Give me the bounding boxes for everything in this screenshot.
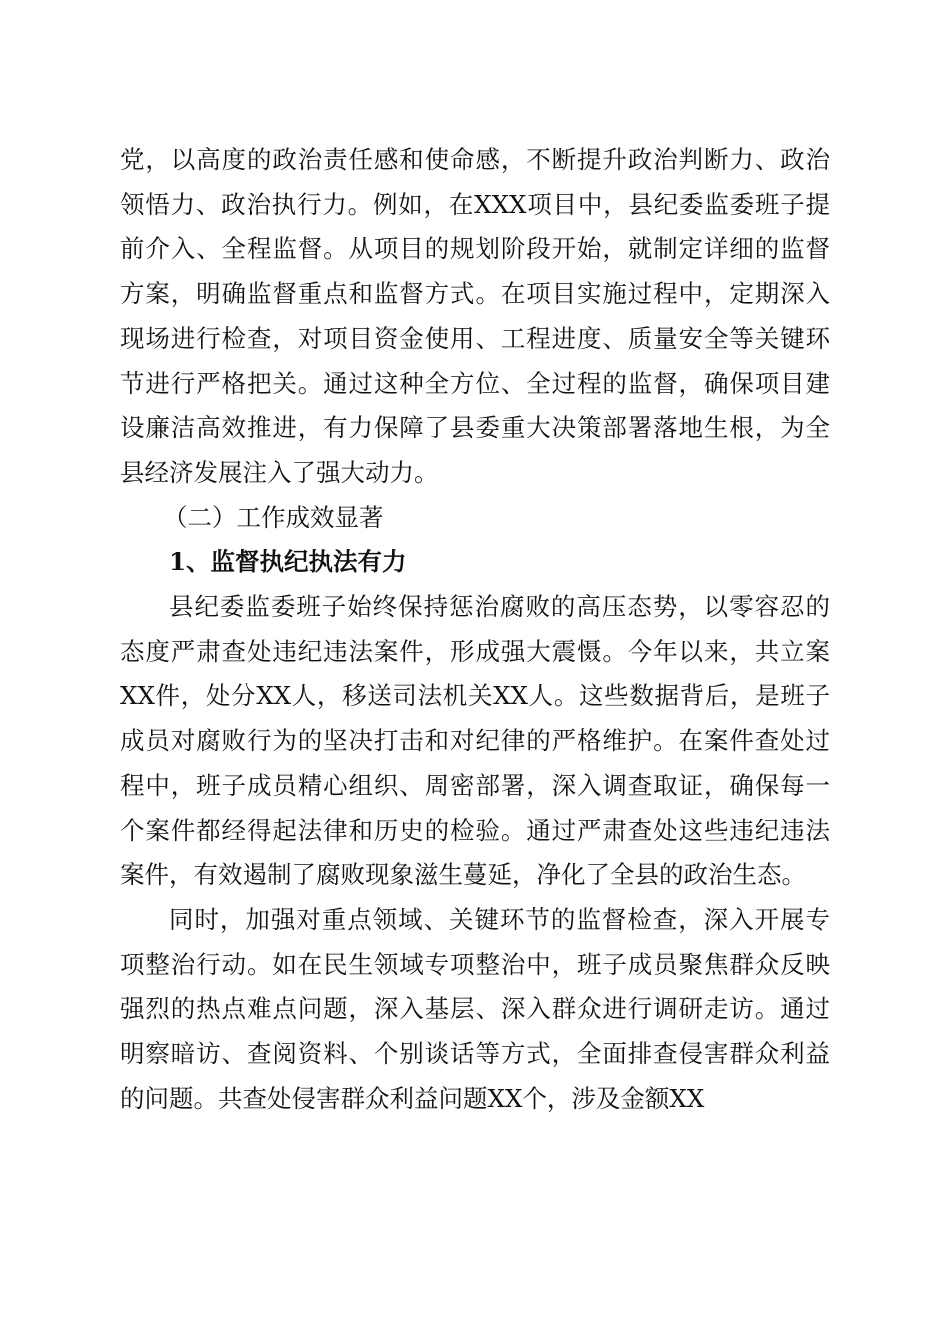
section-subheading: （二）工作成效显著 (163, 502, 384, 532)
body-paragraph-2: 同时，加强对重点领域、关键环节的监督检查，深入开展专项整治行动。如在民生领域专项整治中，班子成员聚焦群众反映强烈的热点难点问题，深入基层、深入群众进行调研走访。通过明察暗访、查阅资料、个别谈话等方式，全面排查侵害群众利益的问题。共查处侵害群众利益问题XX个，涉及金额XX (120, 904, 830, 1113)
body-paragraph-1: 县纪委监委班子始终保持惩治腐败的高压态势，以零容忍的态度严肃查处违纪违法案件，形成强大震慑。今年以来，共立案XX件，处分XX人，移送司法机关XX人。这些数据背后，是班子成员对腐败行为的坚决打击和对纪律的严格维护。在案件查处过程中，班子成员精心组织、周密部署，深入调查取证，确保每一个案件都经得起法律和历史的检验。通过严肃查处这些违纪违法案件，有效遏制了腐败现象滋生蔓延，净化了全县的政治生态。 (120, 592, 830, 890)
numbered-heading: 1、监督执纪执法有力 (169, 547, 407, 577)
continuation-paragraph: 党，以高度的政治责任感和使命感，不断提升政治判断力、政治领悟力、政治执行力。例如，在XXX项目中，县纪委监委班子提前介入、全程监督。从项目的规划阶段开始，就制定详细的监督方案，明确监督重点和监督方式。在项目实施过程中，定期深入现场进行检查，对项目资金使用、工程进度、质量安全等关键环节进行严格把关。通过这种全方位、全过程的监督，确保项目建设廉洁高效推进，有力保障了县委重大决策部署落地生根，为全县经济发展注入了强大动力。 (120, 145, 830, 487)
document-page (120, 138, 830, 1121)
